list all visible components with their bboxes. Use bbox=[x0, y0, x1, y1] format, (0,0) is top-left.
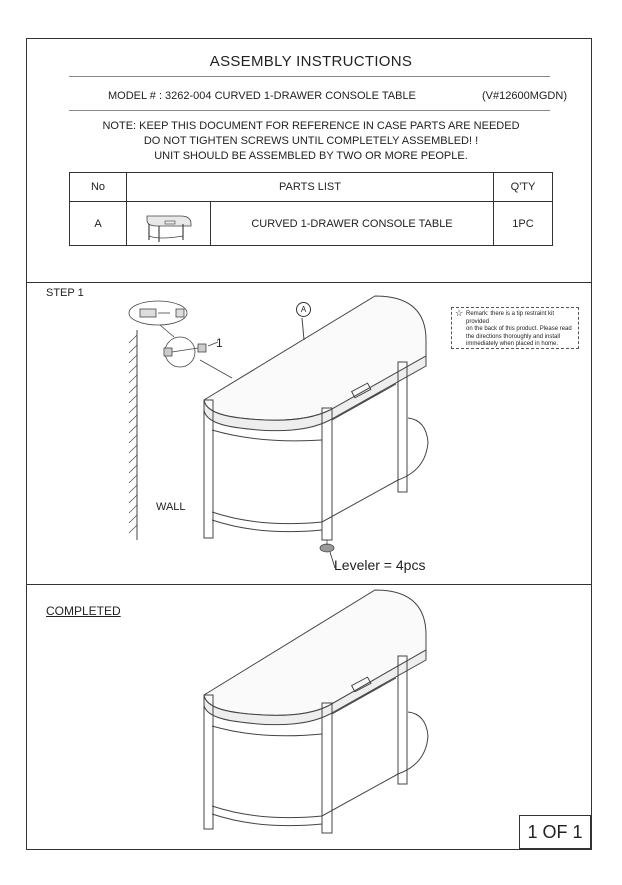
remark-line: on the back of this product. Please read bbox=[466, 326, 572, 332]
part-qty: 1PC bbox=[494, 202, 553, 246]
note-line: UNIT SHOULD BE ASSEMBLED BY TWO OR MORE PEOPLE. bbox=[154, 150, 468, 162]
remark-line: the directions thoroughly and install bbox=[466, 333, 561, 340]
page-number: 1 OF 1 bbox=[519, 815, 591, 849]
leveler-icon bbox=[320, 540, 335, 568]
header-no: No bbox=[70, 173, 127, 202]
hardware-callout: 1 bbox=[216, 336, 223, 350]
wall-drawing bbox=[129, 330, 137, 540]
header-parts-list: PARTS LIST bbox=[127, 173, 494, 202]
remark-line: immediately when placed in home. bbox=[466, 341, 559, 347]
completed-console-table-drawing bbox=[204, 590, 428, 833]
header-qty: Q'TY bbox=[494, 173, 553, 202]
wall-label: WALL bbox=[156, 501, 186, 513]
model-number: MODEL # : 3262-004 CURVED 1-DRAWER CONSOLE TABLE bbox=[108, 90, 416, 102]
step-label: STEP 1 bbox=[46, 287, 84, 299]
completed-label: COMPLETED bbox=[46, 604, 121, 618]
document-title: ASSEMBLY INSTRUCTIONS bbox=[209, 53, 413, 70]
vendor-code: (V#12600MGDN) bbox=[482, 90, 567, 102]
part-description: CURVED 1-DRAWER CONSOLE TABLE bbox=[211, 202, 494, 246]
console-table-drawing bbox=[204, 296, 428, 540]
note-line: NOTE: KEEP THIS DOCUMENT FOR REFERENCE IN CASE PARTS ARE NEEDED bbox=[102, 120, 520, 132]
part-callout: A bbox=[296, 302, 311, 317]
leveler-label: Leveler = 4pcs bbox=[334, 557, 426, 573]
part-letter: A bbox=[70, 202, 127, 246]
note-line: DO NOT TIGHTEN SCREWS UNTIL COMPLETELY ASSEMBLED! ! bbox=[143, 135, 479, 147]
star-icon: ☆ bbox=[455, 308, 464, 318]
remark-line: Remark: there is a tip restraint kit provided bbox=[466, 311, 555, 325]
